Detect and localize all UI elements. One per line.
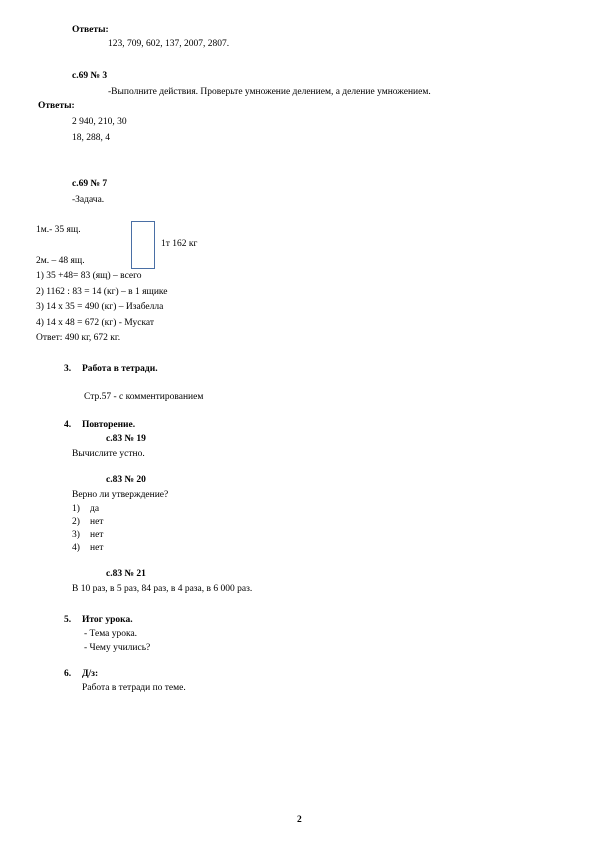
section-5-line1: - Тема урока. [84, 629, 138, 639]
list-item-number: 4) [72, 543, 80, 553]
list-item-number: 3) [72, 530, 80, 540]
task-69-3-answers-line1: 2 940, 210, 30 [72, 117, 127, 127]
task-69-7-label: -Задача. [72, 195, 105, 205]
task-69-3-answers-line2: 18, 288, 4 [72, 133, 110, 143]
list-item-number: 1) [72, 504, 80, 514]
section-5-line2: - Чему учились? [84, 643, 151, 653]
answers-values: 123, 709, 602, 137, 2007, 2807. [108, 39, 230, 49]
section-3-title: Работа в тетради. [82, 364, 158, 374]
section-5-title: Итог урока. [82, 615, 133, 625]
page-number: 2 [297, 815, 302, 825]
answers-label: Ответы: [72, 25, 109, 35]
task-69-7-step-4: 4) 14 х 48 = 672 (кг) - Мускат [36, 318, 155, 328]
task-69-3-ref: с.69 № 3 [72, 71, 108, 81]
task-69-7-m1: 1м.- 35 ящ. [36, 225, 81, 235]
task-69-7-step-2: 2) 1162 : 83 = 14 (кг) – в 1 ящике [36, 287, 168, 297]
task-83-21-text: В 10 раз, в 5 раз, 84 раз, в 4 раза, в 6 000 раз. [72, 584, 253, 594]
list-item-text: нет [90, 543, 104, 553]
section-4-title: Повторение. [82, 420, 136, 430]
section-6-number: 6. [64, 669, 72, 679]
task-83-21-ref: с.83 № 21 [106, 569, 146, 579]
section-3-line: Стр.57 - с комментированием [84, 392, 204, 402]
task-83-19-text: Вычислите устно. [72, 449, 145, 459]
section-6-line: Работа в тетради по теме. [82, 683, 186, 693]
section-5-number: 5. [64, 615, 72, 625]
section-4-number: 4. [64, 420, 72, 430]
task-83-20-ref: с.83 № 20 [106, 475, 146, 485]
task-69-7-total: 1т 162 кг [161, 239, 198, 249]
task-69-7-ref: с.69 № 7 [72, 179, 108, 189]
list-item-number: 2) [72, 517, 80, 527]
task-69-7-m2: 2м. – 48 ящ. [36, 256, 85, 266]
task-83-19-ref: с.83 № 19 [106, 434, 146, 444]
task-83-20-question: Верно ли утверждение? [72, 490, 169, 500]
section-3-number: 3. [64, 364, 72, 374]
bracket-box [131, 221, 155, 269]
task-69-7-step-3: 3) 14 х 35 = 490 (кг) – Изабелла [36, 302, 164, 312]
task-69-7-step-1: 1) 35 +48= 83 (ящ) – всего [36, 271, 142, 281]
section-6-title: Д/з: [82, 669, 99, 679]
list-item-text: нет [90, 530, 104, 540]
list-item-text: да [90, 504, 100, 514]
task-69-7-answer: Ответ: 490 кг, 672 кг. [36, 333, 121, 343]
list-item-text: нет [90, 517, 104, 527]
task-69-3-instruction: -Выполните действия. Проверьте умножение делением, а деление умножением. [108, 87, 431, 97]
task-69-3-answers-label: Ответы: [38, 101, 75, 111]
